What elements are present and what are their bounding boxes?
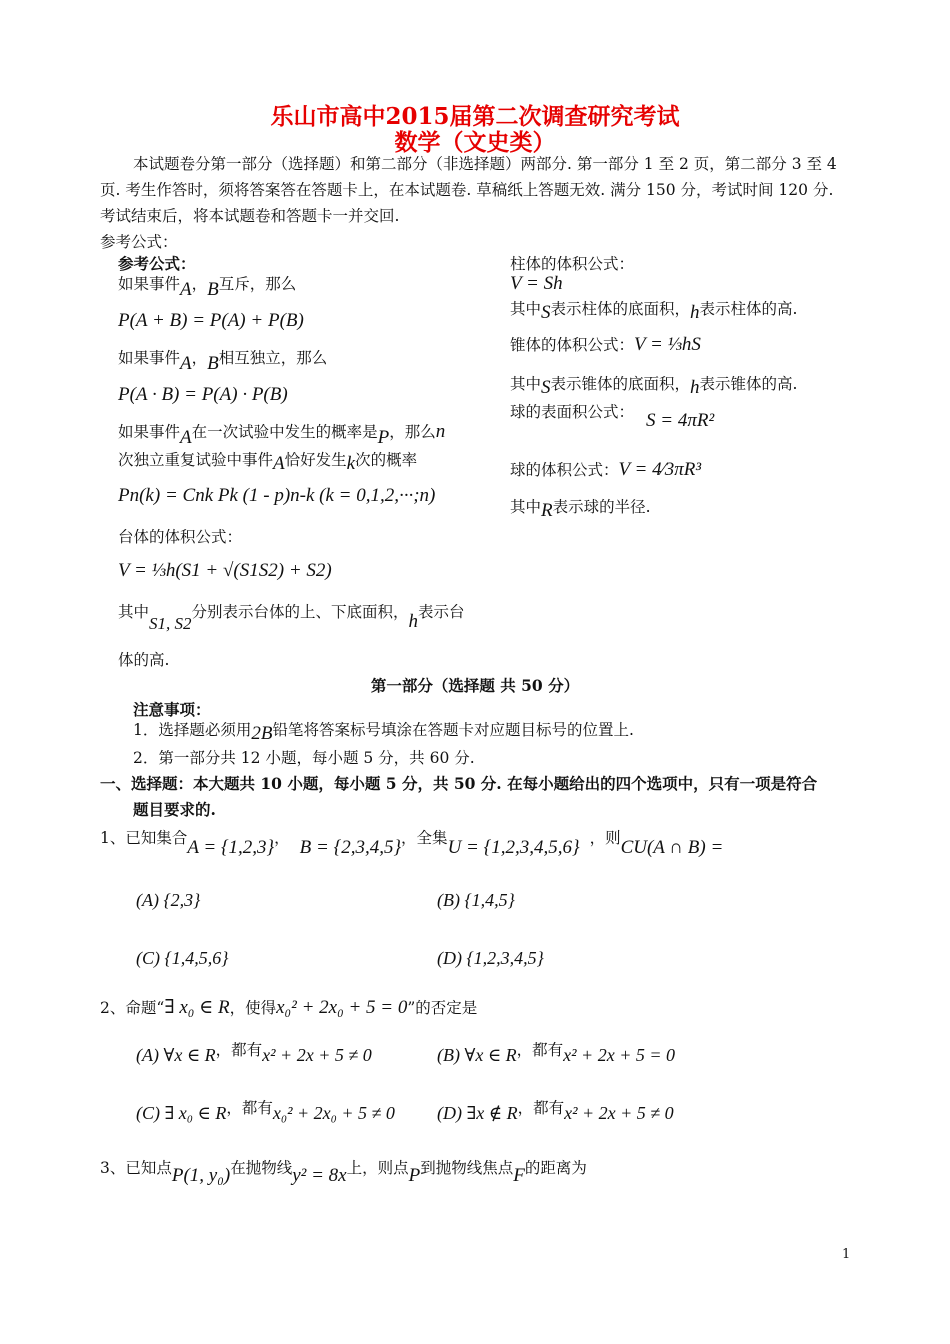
text: 表示台: [418, 603, 465, 621]
text: 如果事件: [118, 275, 181, 293]
formula-mutually-exclusive-line: [118, 272, 297, 300]
var-n: n: [435, 421, 446, 442]
text: 表示锥体的高.: [699, 375, 798, 393]
event-A: A: [273, 453, 285, 474]
text: 分别表示台体的上、下底面积，: [191, 603, 409, 621]
event-A: A: [180, 427, 192, 448]
event-B: B: [207, 279, 219, 300]
var-h: h: [408, 611, 419, 632]
text: 表示柱体的高.: [699, 300, 798, 318]
text: 相互独立，那么: [218, 349, 328, 367]
reference-heading: 参考公式：: [100, 233, 178, 251]
frustum-description-line: [118, 600, 465, 633]
section1-line-2: 题目要求的.: [133, 800, 216, 819]
frustum-volume-heading: 台体的体积公式：: [118, 528, 243, 546]
complement-expr: CU(A ∩ B) =: [620, 837, 724, 858]
notice-1: [133, 718, 634, 744]
option-expr: x² + 2x + 5 ≠ 0: [564, 1103, 674, 1123]
text: 表示球的半径.: [552, 498, 651, 516]
text: 3、已知点: [100, 1159, 172, 1177]
formula-probability-line: [118, 420, 446, 448]
set-A: A = {1,2,3}: [187, 837, 275, 858]
formula-multiplication-rule: P(A · B) = P(A) · P(B): [118, 384, 288, 405]
event-B: B: [207, 353, 219, 374]
formula-independent-line: [118, 346, 328, 374]
point-P: P(1, y₀): [171, 1165, 231, 1186]
text: 其中: [510, 300, 542, 318]
question-2-stem: [100, 996, 477, 1019]
var-F: F: [513, 1165, 525, 1186]
text: 1、已知集合: [100, 829, 188, 847]
formula-binomial: Pn(k) = Cnk Pk (1 - p)n-k (k = 0,1,2,···;n): [118, 485, 436, 506]
text: ，: [274, 829, 290, 847]
question-2-option-B[interactable]: [437, 1041, 675, 1066]
option-expr: x₀² + 2x₀ + 5 ≠ 0: [272, 1103, 395, 1123]
set-U: U = {1,2,3,4,5,6}: [447, 837, 580, 858]
text: 次的概率: [355, 451, 418, 469]
option-expr: x² + 2x + 5 = 0: [563, 1045, 675, 1065]
text: ，都有: [516, 1041, 564, 1059]
text: 如果事件: [118, 423, 181, 441]
var-S: S: [541, 377, 551, 398]
text: ，那么: [389, 423, 436, 441]
text: 2、命题“: [100, 999, 165, 1017]
question-1-option-B[interactable]: (B) {1,4,5}: [437, 890, 515, 910]
question-2-option-A[interactable]: [136, 1041, 372, 1066]
text: 在一次试验中发生的概率是: [191, 423, 378, 441]
text: 到抛物线焦点: [420, 1159, 514, 1177]
intro-line-3: 考试结束后，将本试题卷和答题卡一并交回.: [100, 207, 400, 225]
text: 1．选择题必须用: [133, 721, 252, 739]
text: 上，则点: [346, 1159, 409, 1177]
sphere-description-line: [510, 495, 651, 521]
formula-bernoulli-line: [118, 448, 418, 474]
text: ，使得: [229, 999, 277, 1017]
var-h: h: [690, 377, 700, 398]
text: ，都有: [226, 1099, 273, 1117]
formula-frustum-volume: V = ⅓h(S1 + √(S1S2) + S2): [118, 560, 332, 581]
var-h: h: [690, 302, 700, 323]
paper-title: 乐山市高中2015届第二次调查研究考试: [270, 103, 680, 130]
var-R: R: [541, 500, 553, 521]
sphere-volume-line: [510, 458, 701, 481]
text: 其中: [118, 603, 150, 621]
set-B: B = {2,3,4,5}: [299, 837, 402, 858]
page-number: 1: [842, 1247, 851, 1262]
intro-line-2: 页. 考生作答时，须将答案答在答题卡上，在本试题卷. 草稿纸上答题无效. 满分 150 分，考试时间 120 分.: [100, 181, 834, 199]
option-label: (A) ∀x ∈ R: [136, 1045, 216, 1065]
text: 球的体积公式：: [510, 461, 619, 479]
question-1-stem: [100, 826, 724, 858]
text: 表示柱体的底面积，: [550, 300, 691, 318]
option-label: (B) ∀x ∈ R: [437, 1045, 517, 1065]
formula-cone-volume: V = ⅓hS: [634, 334, 701, 355]
text: 表示锥体的底面积，: [550, 375, 691, 393]
question-1-option-A[interactable]: (A) {2,3}: [136, 890, 201, 910]
frustum-description-end: 体的高.: [118, 651, 170, 669]
section1-line-1: 一、选择题：本大题共 10 小题，每小题 5 分，共 50 分. 在每小题给出的四个选项中，只有一项是符合: [100, 774, 818, 793]
prism-description-line: [510, 297, 798, 323]
formula-addition-rule: P(A + B) = P(A) + P(B): [118, 310, 304, 331]
text: 在抛物线: [230, 1159, 293, 1177]
vars-S1-S2: S1, S2: [149, 614, 192, 633]
question-2-option-C[interactable]: [136, 1099, 395, 1124]
sphere-area-heading: 球的表面积公式：: [510, 403, 635, 421]
text: 互斥，那么: [218, 275, 297, 293]
text: ，: [191, 349, 208, 367]
text: ，都有: [215, 1041, 263, 1059]
text: 其中: [510, 375, 542, 393]
formula-sphere-area: S = 4πR²: [646, 410, 715, 431]
equation: x₀² + 2x₀ + 5 = 0: [276, 997, 408, 1018]
notice-2: 2．第一部分共 12 小题，每小题 5 分，共 60 分.: [133, 749, 475, 767]
text: 铅笔将答案标号填涂在答题卡对应题目标号的位置上.: [272, 721, 634, 739]
prob-P: P: [377, 427, 390, 448]
formula-box-heading: 参考公式：: [118, 254, 196, 273]
var-k: k: [346, 453, 356, 474]
text: ，则: [589, 829, 621, 847]
parabola-eq: y² = 8x: [292, 1165, 347, 1186]
option-label: (D) ∃x ∉ R: [437, 1103, 518, 1123]
text: ”的否定是: [407, 999, 478, 1017]
text: 的距离为: [524, 1159, 587, 1177]
event-A: A: [180, 279, 192, 300]
var-S: S: [541, 302, 551, 323]
text: 次独立重复试验中事件: [118, 451, 274, 469]
prism-volume-heading: 柱体的体积公式：: [510, 255, 635, 273]
paper-subtitle: 数学（文史类）: [394, 129, 556, 156]
text: 锥体的体积公式：: [510, 336, 635, 354]
text: ，全集: [401, 829, 448, 847]
text: ，: [191, 275, 208, 293]
cone-volume-line: [510, 333, 701, 356]
question-3-stem: [100, 1156, 587, 1186]
part1-heading: 第一部分（选择题 共 50 分）: [370, 676, 580, 695]
notice-heading: 注意事项：: [133, 700, 211, 719]
formula-sphere-volume: V = 4⁄3πR³: [618, 459, 702, 480]
cone-description-line: [510, 372, 798, 398]
question-1-option-C[interactable]: (C) {1,4,5,6}: [136, 948, 229, 968]
pencil-2B: 2B: [251, 723, 273, 744]
option-label: (C) ∃ x₀ ∈ R: [136, 1103, 227, 1123]
text: 恰好发生: [284, 451, 347, 469]
text: ，都有: [517, 1099, 565, 1117]
question-1-option-D[interactable]: (D) {1,2,3,4,5}: [437, 948, 544, 968]
question-2-option-D[interactable]: [437, 1099, 674, 1124]
exists-expr: ∃ x₀ ∈ R: [164, 997, 230, 1018]
text: 如果事件: [118, 349, 181, 367]
option-expr: x² + 2x + 5 ≠ 0: [262, 1045, 372, 1065]
text: 其中: [510, 498, 542, 516]
intro-line-1: 本试题卷分第一部分（选择题）和第二部分（非选择题）两部分. 第一部分 1 至 2 页，第二部分 3 至 4: [133, 155, 837, 173]
formula-prism-volume: V = Sh: [510, 273, 563, 294]
var-P: P: [408, 1165, 421, 1186]
event-A: A: [180, 353, 192, 374]
